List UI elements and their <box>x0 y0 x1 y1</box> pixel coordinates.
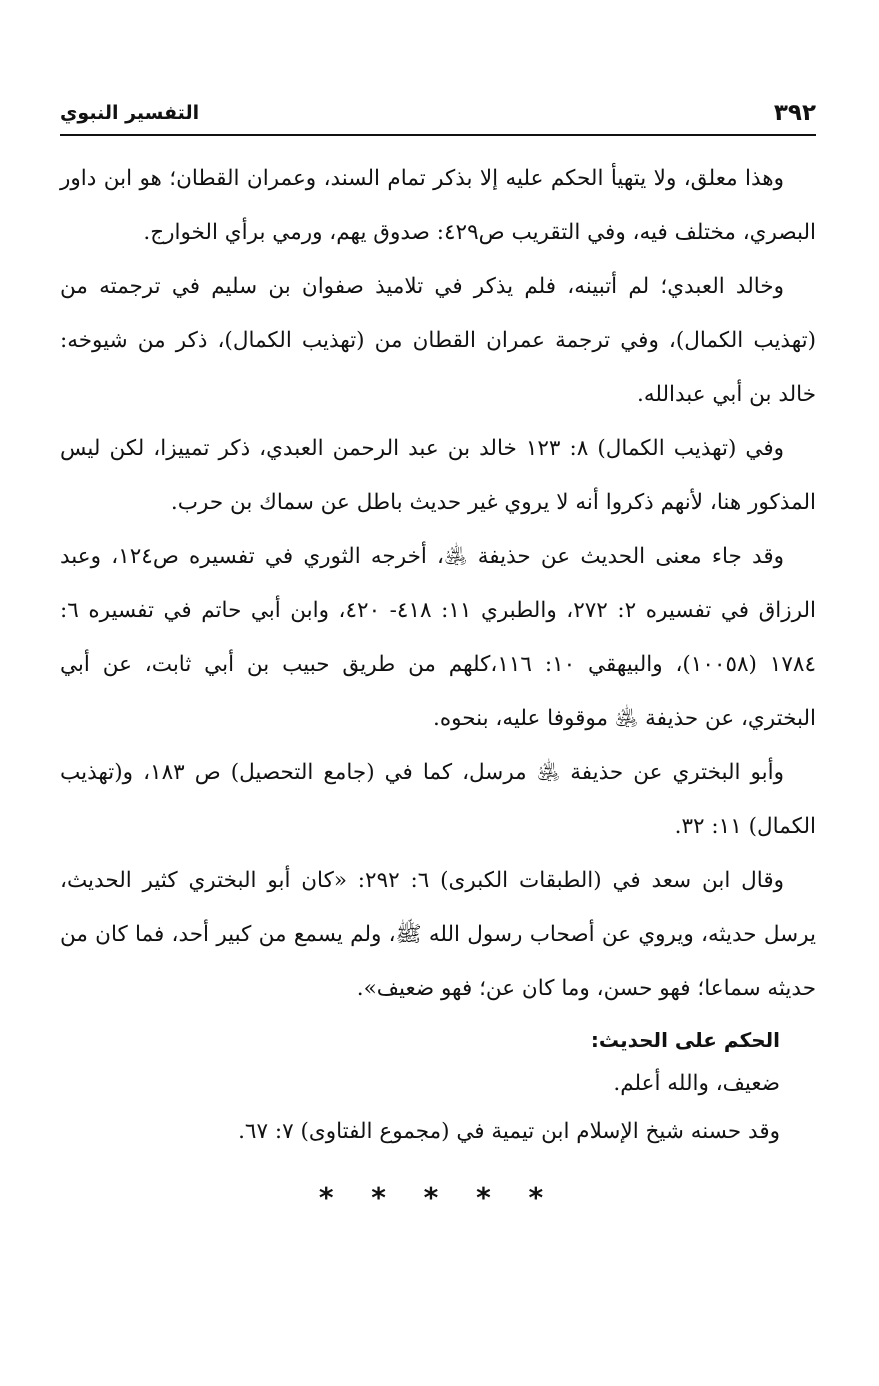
book-title: التفسير النبوي <box>60 102 200 124</box>
paragraph: وأبو البختري عن حذيفة ﵁ مرسل، كما في (جامع التحصيل) ص ١٨٣، و(تهذيب الكمال) ١١: ٣٢. <box>60 760 816 839</box>
paragraph: وخالد العبدي؛ لم أتبينه، فلم يذكر في تلاميذ صفوان بن سليم في ترجمته من (تهذيب الكمال)، وفي ترجمة عمران القطان من (تهذيب الكمال)، ذكر من شيوخه: خالد بن أبي عبدالله. <box>60 274 816 407</box>
ruling-heading: الحكم على الحديث: <box>590 1028 780 1052</box>
page-number: ٣٩٢ <box>773 100 816 126</box>
paragraph: وهذا معلق، ولا يتهيأ الحكم عليه إلا بذكر تمام السند، وعمران القطان؛ هو ابن داور البصري، مختلف فيه، وفي التقريب ص٤٢٩: صدوق يهم، ورمي برأي الخوارج. <box>60 166 816 245</box>
body-text <box>60 152 816 1218</box>
ruling-verdict: ضعيف، والله أعلم. <box>613 1071 780 1096</box>
paragraph: وقال ابن سعد في (الطبقات الكبرى) ٦: ٢٩٢: «كان أبو البختري كثير الحديث، يرسل حديثه، ويروي عن أصحاب رسول الله ﷺ، ولم يسمع من كبير أحد، فما كان من حديثه سماعا؛ فهو حسن، وما كان عن؛ فهو ضعيف». <box>60 868 816 1001</box>
ruling-note: وقد حسنه شيخ الإسلام ابن تيمية في (مجموع الفتاوى) ٧: ٦٧. <box>238 1119 780 1144</box>
page-header <box>60 100 816 136</box>
section-separator: * * * * * <box>318 1181 558 1214</box>
paragraph: وقد جاء معنى الحديث عن حذيفة ﵁، أخرجه الثوري في تفسيره ص١٢٤، وعبد الرزاق في تفسيره ٢: ٢٧٢، والطبري ١١: ٤١٨- ٤٢٠، وابن أبي حاتم في تفسيره ٦: ١٧٨٤ (١٠٠٥٨)، والبيهقي ١٠: ١١٦،كلهم من طريق حبيب بن أبي ثابت، عن أبي البختري، عن حذيفة ﵁ موقوفا عليه، بنحوه. <box>60 544 817 731</box>
paragraph: وفي (تهذيب الكمال) ٨: ١٢٣ خالد بن عبد الرحمن العبدي، ذكر تمييزا، لكن ليس المذكور هنا، لأنهم ذكروا أنه لا يروي غير حديث باطل عن سماك بن حرب. <box>60 436 816 515</box>
